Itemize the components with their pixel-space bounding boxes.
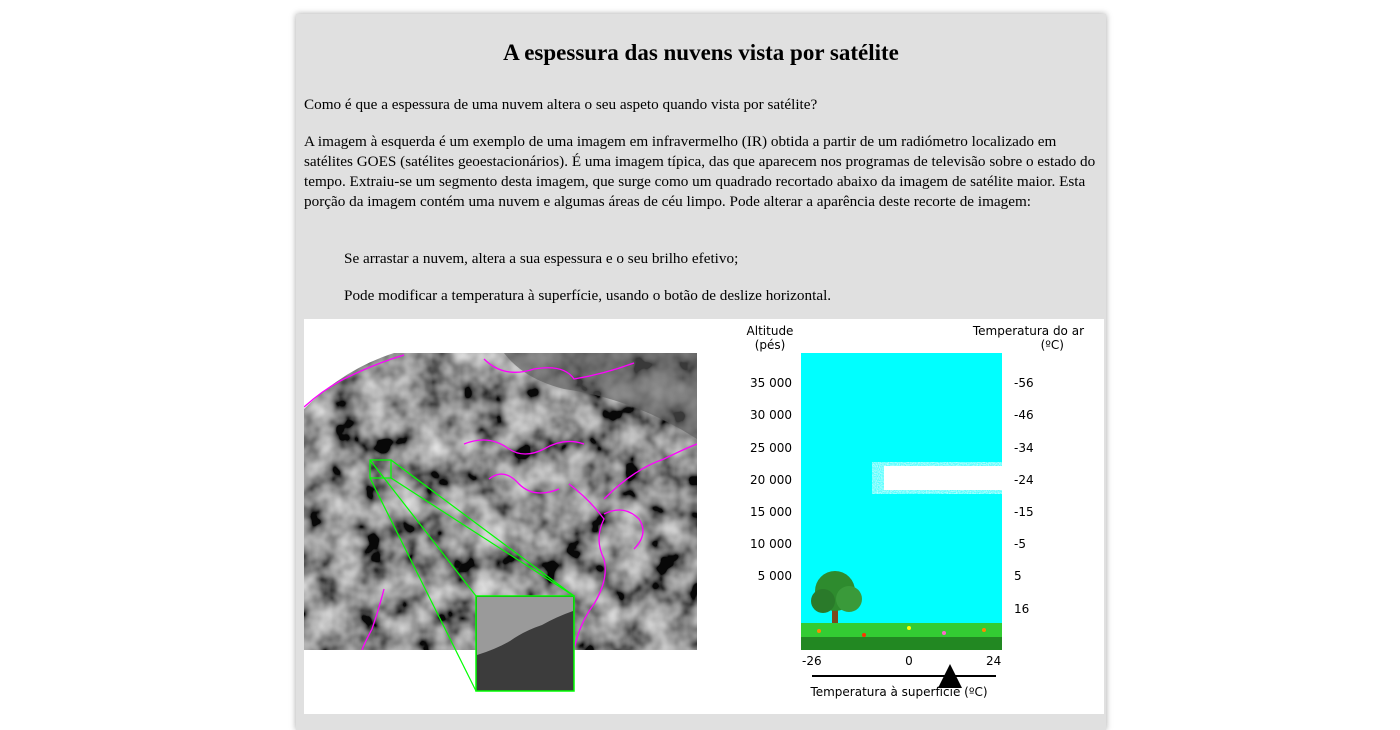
- page-title: A espessura das nuvens vista por satélite: [503, 40, 899, 65]
- altitude-tick: 25 000: [750, 441, 792, 455]
- ground: [801, 623, 1002, 650]
- instruction-drag-cloud: Se arrastar a nuvem, altera a sua espessura e o seu brilho efetivo;: [344, 250, 739, 267]
- altitude-tick: 30 000: [750, 408, 792, 422]
- altitude-tick: 10 000: [750, 537, 792, 551]
- altitude-tick: 5 000: [757, 569, 792, 583]
- slider-label: Temperatura à superfície (ºC): [810, 685, 988, 699]
- altitude-header: Altitude (pés): [746, 324, 794, 352]
- air-temp-tick: -46: [1014, 408, 1034, 422]
- air-temp-tick: -34: [1014, 441, 1034, 455]
- slider-max-label: 24: [986, 654, 1002, 668]
- air-temp-tick: -56: [1014, 376, 1034, 390]
- air-temp-tick: -24: [1014, 473, 1034, 487]
- air-temp-tick: 16: [1014, 602, 1030, 616]
- slider-min-label: -26: [802, 654, 822, 668]
- air-temp-tick: 5: [1014, 569, 1022, 583]
- atmosphere-column: [801, 353, 1002, 650]
- zoomed-cutout: [476, 596, 574, 691]
- instruction-slider: Pode modificar a temperatura à superfície, usando o botão de deslize horizontal.: [344, 287, 832, 304]
- air-temp-header: Temperatura do ar (ºC): [972, 324, 1084, 352]
- altitude-tick: 20 000: [750, 473, 792, 487]
- altitude-tick: 35 000: [750, 376, 792, 390]
- description-text: A imagem à esquerda é um exemplo de uma imagem em infravermelho (IR) obtida a partir de um radiómetro localizado em satélites GOES (satélites geoestacionários). É uma imagem típica, das que aparecem nos programas de televisão sobre o estado do tempo. Extraiu-se um segmento desta imagem, que surge como um quadrado recortado abaixo da imagem de satélite maior. Esta porção da imagem contém uma nuvem e algumas áreas de céu limpo. Pode alterar a aparência deste recorte de imagem:: [304, 133, 1096, 210]
- question-text: Como é que a espessura de uma nuvem altera o seu aspeto quando vista por satélite?: [304, 96, 818, 113]
- air-temp-tick: -15: [1014, 505, 1034, 519]
- altitude-tick: 15 000: [750, 505, 792, 519]
- cloud-simulation: [304, 319, 1104, 714]
- slider-mid-label: 0: [905, 654, 913, 668]
- air-temp-tick: -5: [1014, 537, 1026, 551]
- cloud[interactable]: [872, 462, 1002, 494]
- content-panel: [296, 14, 1106, 730]
